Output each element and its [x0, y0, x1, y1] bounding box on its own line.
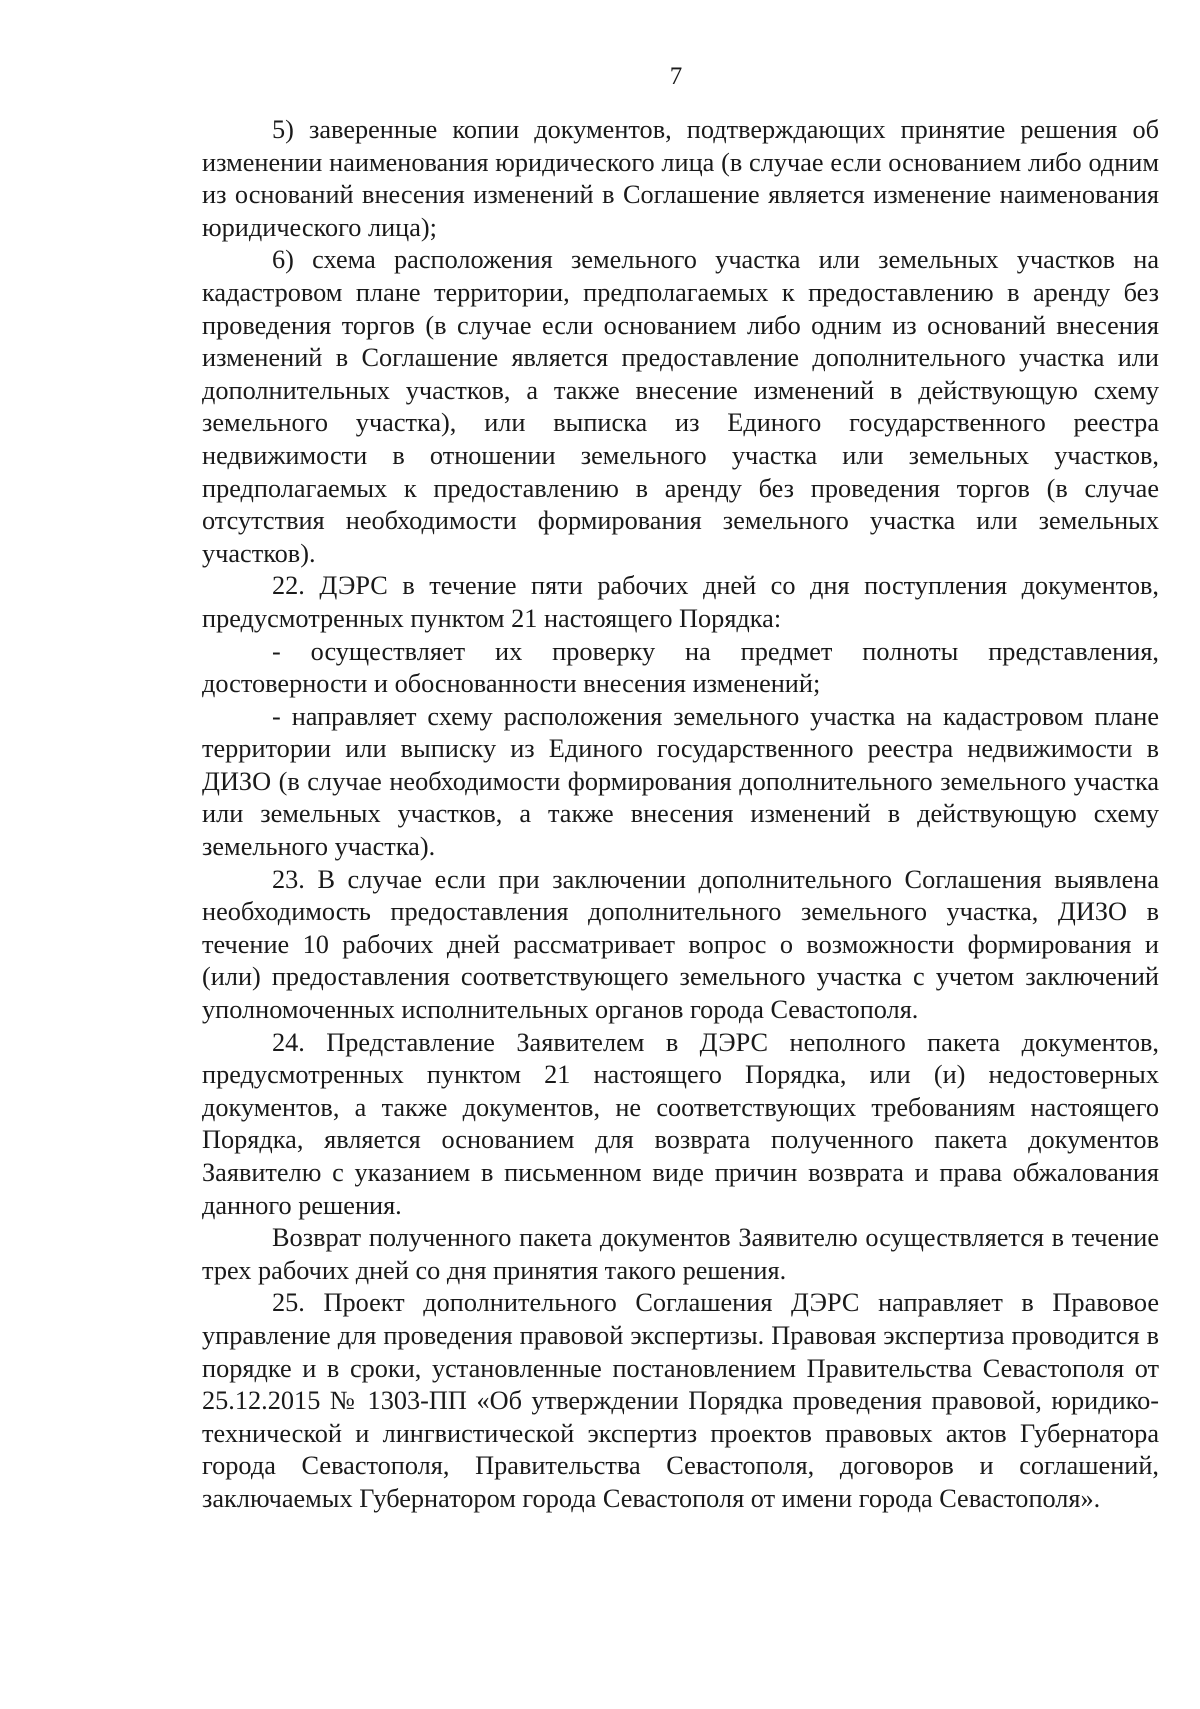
- paragraph-clause-23: 23. В случае если при заключении дополнительного Соглашения выявлена необходимость предоставления дополнительного земельного участка, ДИЗО в течение 10 рабочих дней рассматривает вопрос о возможности формирования и (или) предоставления соответствующего земельного участка с учетом заключений уполномоченных исполнительных органов города Севастополя.: [202, 864, 1159, 1025]
- document-body: [202, 114, 1159, 1516]
- paragraph-clause-22-bullet-2: - направляет схему расположения земельного участка на кадастровом плане территории или выписку из Единого государственного реестра недвижимости в ДИЗО (в случае необходимости формирования дополнительного земельного участка или земельных участков, а также внесения изменений в действующую схему земельного участка).: [202, 701, 1159, 862]
- paragraph-clause-25: 25. Проект дополнительного Соглашения ДЭРС направляет в Правовое управление для проведения правовой экспертизы. Правовая экспертиза проводится в порядке и в сроки, установленные постановлением Правительства Севастополя от 25.12.2015 № 1303-ПП «Об утверждении Порядка проведения правовой, юридико-технической и лингвистической экспертиз проектов правовых актов Губернатора города Севастополя, Правительства Севастополя, договоров и соглашений, заключаемых Губернатором города Севастополя от имени города Севастополя».: [202, 1288, 1159, 1513]
- paragraph-item-5: 5) заверенные копии документов, подтверждающих принятие решения об изменении наименования юридического лица (в случае если основанием либо одним из оснований внесения изменений в Соглашение является изменение наименования юридического лица);: [202, 115, 1159, 242]
- page-number: 7: [669, 63, 683, 90]
- paragraph-item-6: 6) схема расположения земельного участка или земельных участков на кадастровом плане территории, предполагаемых к предоставлению в аренду без проведения торгов (в случае если основанием либо одним из оснований внесения изменений в Соглашение является предоставление дополнительного участка или дополнительных участков, а также внесение изменений в действующую схему земельного участка), или выписка из Единого государственного реестра недвижимости в отношении земельного участка или земельных участков, предполагаемых к предоставлению в аренду без проведения торгов (в случае отсутствия необходимости формирования земельного участка или земельных участков).: [202, 245, 1159, 568]
- paragraph-clause-22-bullet-1: - осуществляет их проверку на предмет полноты представления, достоверности и обоснованности внесения изменений;: [202, 636, 1159, 699]
- paragraph-clause-22: 22. ДЭРС в течение пяти рабочих дней со дня поступления документов, предусмотренных пунктом 21 настоящего Порядка:: [202, 571, 1159, 633]
- paragraph-clause-24-return: Возврат полученного пакета документов Заявителю осуществляется в течение трех рабочих дней со дня принятия такого решения.: [202, 1223, 1159, 1285]
- paragraph-clause-24: 24. Представление Заявителем в ДЭРС неполного пакета документов, предусмотренных пунктом 21 настоящего Порядка, или (и) недостоверных документов, а также документов, не соответствующих требованиям настоящего Порядка, является основанием для возврата полученного пакета документов Заявителю с указанием в письменном виде причин возврата и права обжалования данного решения.: [202, 1027, 1159, 1220]
